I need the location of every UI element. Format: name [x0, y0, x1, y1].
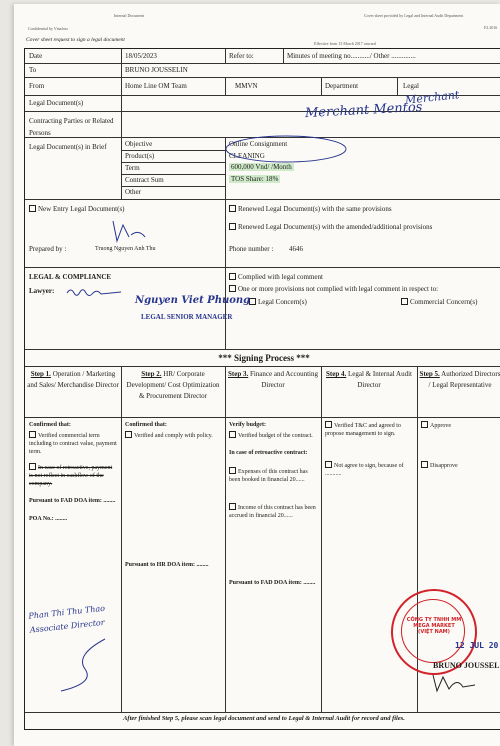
brief-label: Legal Document(s) in Brief: [29, 143, 107, 151]
legal-concern-checkbox[interactable]: Legal Concern(s): [249, 298, 307, 306]
from-code: MMVN: [235, 82, 258, 90]
from-label: From: [29, 82, 45, 90]
term-value: 600,000 Vnd/ /Month: [231, 163, 292, 171]
other-label: Other: [125, 188, 141, 196]
contracting-label: Contracting Parties or Related Persons: [29, 117, 114, 137]
minutes-label: Minutes of meeting no.........../ Other ..............: [287, 52, 416, 60]
handwriting-legal: Merchant: [404, 88, 460, 107]
step4-heading: Step 4. Legal & Internal Audit Director: [326, 370, 412, 389]
col2-confirmed: Confirmed that:: [125, 422, 167, 428]
col5-disapprove[interactable]: Disapprove: [421, 461, 458, 470]
col1-retro[interactable]: In case of retroactive, payment is not reflect in cashflow of the company.: [29, 465, 113, 487]
renewed-amended-checkbox[interactable]: Renewed Legal Document(s) with the amended/additional provisions: [229, 223, 432, 231]
step5-heading: Step 5. Authorized Directors / Legal Representative: [419, 370, 500, 389]
col5-sign-name: BRUNO JOUSSEL: [433, 661, 500, 670]
col3-retro: In case of retroactive contract:: [229, 450, 308, 456]
col4-not-agree[interactable]: Not agree to sign, because of ...........: [325, 463, 404, 477]
col3-verify: Verify budget:: [229, 422, 266, 428]
document-sheet: [14, 4, 500, 746]
prepared-value: Truong Nguyen Anh Thu: [95, 246, 156, 252]
col1-confirmed: Confirmed that:: [29, 422, 71, 428]
legal-compliance-label: LEGAL & COMPLIANCE: [29, 273, 112, 281]
col3-income[interactable]: Income of this contract has been accrued in financial 20......: [229, 505, 316, 519]
objective-value: Online Consignment: [229, 140, 288, 148]
complied-checkbox[interactable]: Complied with legal comment: [229, 273, 323, 281]
new-entry-checkbox[interactable]: New Entry Legal Document(s): [29, 205, 125, 213]
commercial-concern-checkbox[interactable]: Commercial Concern(s): [401, 298, 477, 306]
step2-heading: Step 2. HR/ Corporate Development/ Cost Optimization & Procurement Director: [126, 370, 220, 400]
signer-name: Nguyen Viet Phuong: [135, 295, 251, 306]
renewed-same-checkbox[interactable]: Renewed Legal Document(s) with the same provisions: [229, 205, 392, 213]
phone-value: 4646: [289, 245, 303, 253]
signer-title: LEGAL SENIOR MANAGER: [141, 313, 233, 321]
to-label: To: [29, 66, 37, 74]
header-code: F2.2016: [484, 25, 498, 30]
department-label: Department: [325, 82, 359, 90]
from-value: Home Line OM Team: [125, 82, 187, 90]
signing-title: *** Signing Process ***: [218, 353, 310, 363]
products-value: CLEANING: [229, 152, 265, 160]
col3-expenses[interactable]: Expenses of this contract has been booked in financial 20......: [229, 469, 308, 483]
highlight-circle: [223, 133, 349, 165]
form-frame: [24, 48, 500, 730]
lawyer-signature: [65, 285, 125, 299]
department-value: Legal: [403, 82, 419, 90]
prepared-signature: [109, 217, 149, 247]
date-label: Date: [29, 52, 43, 60]
footer-note: After finished Step 5, please scan legal document and send to Legal & Internal Audit for record and files.: [123, 715, 405, 722]
header-confidential: Confidential by Vinafoss: [28, 26, 68, 31]
col3-verified[interactable]: Verified budget of the contract.: [229, 431, 317, 440]
products-label: Product(s): [125, 152, 155, 160]
phone-label: Phone number :: [229, 245, 274, 253]
col1-signature-stroke: [55, 635, 115, 695]
prepared-label: Prepared by :: [29, 245, 67, 253]
lawyer-label: Lawyer:: [29, 287, 55, 295]
legal-docs-label: Legal Document(s): [29, 99, 84, 107]
date-value: 18/05/2023: [125, 52, 157, 60]
handwriting-contracting: Merchant Mentos: [304, 99, 423, 122]
col2-pursuant: Pursuant to HR DOA item: ........: [125, 562, 209, 568]
col2-verified[interactable]: Verified and comply with policy.: [125, 431, 221, 440]
stamp-date: 12 JUL 20: [455, 641, 499, 650]
header-internal: Internal Document: [114, 13, 145, 18]
col5-signature: [429, 671, 479, 695]
step3-heading: Step 3. Finance and Accounting Director: [227, 370, 319, 389]
col1-verified[interactable]: Verified commercial term including to contract value, payment term.: [29, 433, 117, 455]
col4-verified[interactable]: Verified T&C and agreed to propose management to sign.: [325, 423, 401, 437]
company-stamp: CÔNG TY TNHH MM MEGA MARKET (VIỆT NAM): [391, 589, 477, 675]
sum-label: Contract Sum: [125, 176, 164, 184]
sum-value: TOS Share: 18%: [231, 175, 279, 183]
not-complied-checkbox[interactable]: One or more provisions not complied with legal comment in respect to:: [229, 285, 438, 293]
col1-poa: POA No.: ........: [29, 516, 68, 522]
header-title: Cover sheet request to sign a legal document: [26, 37, 125, 43]
header-effective: Effective from 15 March 2017 onward: [314, 41, 376, 46]
step1-heading: Step 1. Operation / Marketing and Sales/ Merchandise Director: [27, 370, 119, 389]
refer-label: Refer to:: [229, 52, 254, 60]
col1-signature: Phan Thi Thu Thao Associate Director: [27, 603, 106, 635]
col5-approve[interactable]: Approve: [421, 421, 451, 430]
term-label: Term: [125, 164, 140, 172]
header-provided: Cover sheet provided by Legal and Internal Audit Department: [364, 13, 464, 18]
col1-pursuant: Pursuant to FAD DOA item: ........: [29, 498, 116, 504]
col3-pursuant: Pursuant to FAD DOA item: ........: [229, 580, 316, 586]
to-value: BRUNO JOUSSELIN: [125, 66, 188, 74]
objective-label: Objective: [125, 140, 153, 148]
